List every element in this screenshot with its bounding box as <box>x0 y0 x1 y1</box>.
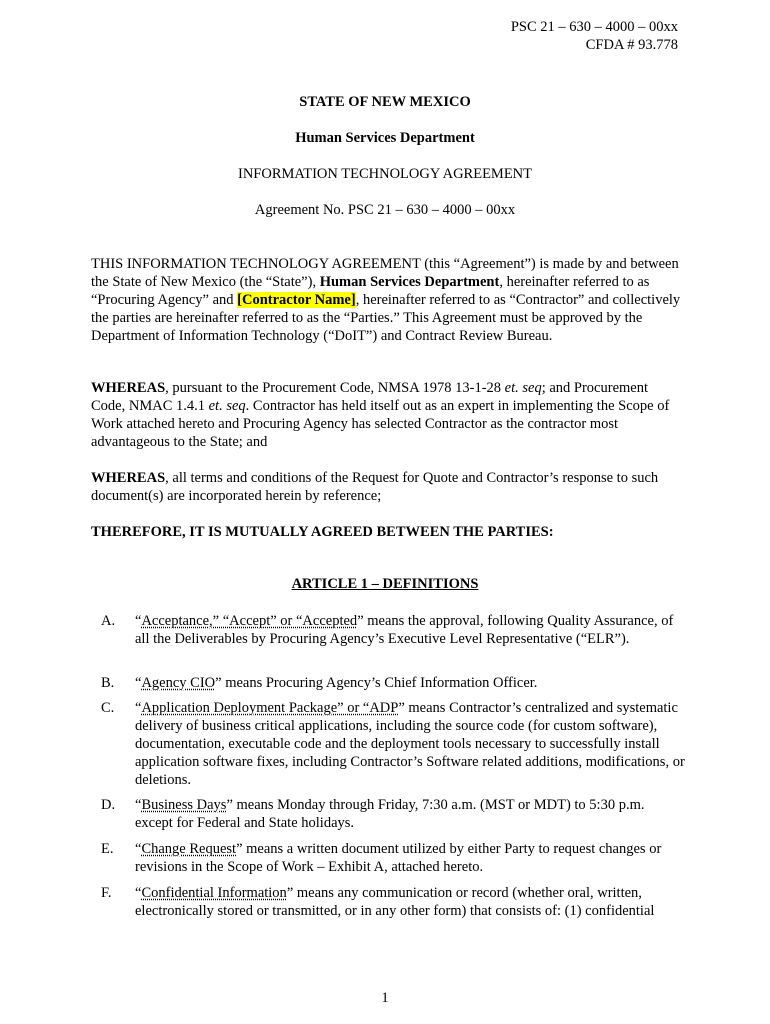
definition-text: ” means Procuring Agency’s Chief Information Officer. <box>215 675 538 691</box>
intro-text-a: THIS INFORMATION TECHNOLOGY AGREEMENT (this “Agreement”) is made by and between the State of New Mexico (the “State”), <box>91 256 679 290</box>
whereas-paragraph-2 <box>91 469 681 505</box>
definition-text: ” means Monday through Friday, 7:30 a.m. (MST or MDT) to 5:30 p.m. except for Federal and State holidays. <box>135 797 645 831</box>
whereas-1-lead: WHEREAS <box>91 380 166 396</box>
department-title: Human Services Department <box>295 130 475 146</box>
agreement-type-title: INFORMATION TECHNOLOGY AGREEMENT <box>237 166 533 182</box>
definition-letter: A. <box>101 613 116 629</box>
document-page: PSC 21 – 630 – 4000 – 00xx CFDA # 93.778 STATE OF NEW MEXICO Human Services Department INFORMATION TECHNOLOGY AGREEMENT Agreement No. PSC 21 – 630 – 4000 – 00xx THIS INFORMATION TECHNOLOGY AGREEMENT (this “Agreement”) is made by and between the State of New Mexico (the “State”), Human Services Department, hereinafter referred to as “Procuring Agency” and [Contractor Name], hereinafter referred to as “Contractor” and collectively the parties are hereinafter referred to as the “Parties.” This Agreement must be approved by the Department of Information Technology (“DoIT”) and Contract Review Bureau. WHEREAS, pursuant to the Procurement Code, NMSA 1978 13-1-28 et. seq; and Procurement Code, NMAC 1.4.1 et. seq. Contractor has held itself out as an expert in implementing the Scope of Work attached hereto and Procuring Agency has selected Contractor as the contractor most advantageous to the State; and WHEREAS, all terms and conditions of the Request for Quote and Contractor’s response to such document(s) are incorporated herein by reference; THEREFORE, IT IS MUTUALLY AGREED BETWEEN THE PARTIES: ARTICLE 1 – DEFINITIONS A. “Acceptance,” “Accept” or “Accepted” means the approval, following Quality Assurance, of all the Deliverables by Procuring Agency’s Executive Level Representative (“ELR”). B. “Agency CIO” means Procuring Agency’s Chief Information Officer. C. “Application Deployment Package” or “ADP” means Contractor’s centralized and systematic delivery of business critical applications, including the source code (for custom software), documentation, executable code and the deployment tools necessary to successfully install application software fixes, including Contractor’s Software related additions, modifications, or deletions. D. “Business Days” means Monday through Friday, 7:30 a.m. (MST or MDT) to 5:30 p.m. except for Federal and State holidays. E. “Change Request” means a written document utilized by either Party to request changes or revisions in the Scope of Work – Exhibit A, attached hereto. F. “Confidential Information” means any communication or record (whether oral, written, electronically stored or transmitted, or in any other form) that consists of: (1) confidential 1 <box>0 0 770 1024</box>
whereas-1-text-b: ; and Procurement Code, NMAC 1.4.1 <box>91 380 649 414</box>
definition-letter: C. <box>101 700 115 716</box>
definition-text: ” means Contractor’s centralized and systematic delivery of business critical applications, including the source code (for custom software), documentation, executable code and the deployment tools necessary to successfully install application software fixes, including Contractor’s Software related additions, modifications, or deletions. <box>135 700 685 788</box>
whereas-1-et-seq-1: et. seq <box>504 380 542 396</box>
definition-term[interactable]: Confidential Information <box>141 885 287 901</box>
state-title: STATE OF NEW MEXICO <box>299 94 471 110</box>
definition-term[interactable]: Application Deployment Package” or “ADP <box>141 700 399 716</box>
definition-text: ” means any communication or record (whether oral, written, electronically stored or transmitted, or in any other form) that consists of: (1) confidential <box>135 885 655 919</box>
intro-paragraph <box>91 255 681 345</box>
definition-term[interactable]: Change Request <box>141 841 237 857</box>
whereas-1-et-seq-2: et. seq <box>208 398 246 414</box>
definition-text: ” means the approval, following Quality Assurance, of all the Deliverables by Procuring Agency’s Executive Level Representative (“ELR”). <box>135 613 674 647</box>
page-number: 1 <box>381 990 389 1006</box>
intro-text-b: , hereinafter referred to as “Procuring Agency” and <box>91 274 650 308</box>
intro-department-name: Human Services Department <box>319 274 500 290</box>
therefore-clause: THEREFORE, IT IS MUTUALLY AGREED BETWEEN THE PARTIES: <box>91 524 554 540</box>
definition-term[interactable]: Agency CIO <box>141 675 216 691</box>
document-header <box>511 18 678 54</box>
whereas-2-text: , all terms and conditions of the Request for Quote and Contractor’s response to such document(s) are incorporated herein by reference; <box>91 470 659 504</box>
header-contract-number: PSC 21 – 630 – 4000 – 00xx <box>510 19 678 35</box>
definition-letter: D. <box>101 797 116 813</box>
definition-term[interactable]: Business Days <box>141 797 227 813</box>
definition-letter: B. <box>101 675 115 691</box>
whereas-1-text-c: . Contractor has held itself out as an expert in implementing the Scope of Work attached hereto and Procuring Agency has selected Contractor as the contractor most advantageous to the State; and <box>91 398 670 450</box>
intro-text-c: , hereinafter referred to as “Contractor” and collectively the parties are hereinafter referred to as the “Parties.” This Agreement must be approved by the Department of Information Technology (“DoIT”) and Contract Review Bureau. <box>91 292 681 344</box>
whereas-paragraph-1 <box>91 379 681 451</box>
contractor-name-placeholder[interactable]: [Contractor Name] <box>237 292 356 308</box>
definition-term[interactable]: Acceptance,” “Accept” or “Accepted <box>141 613 358 629</box>
header-cfda-number: CFDA # 93.778 <box>585 37 678 53</box>
agreement-number: Agreement No. PSC 21 – 630 – 4000 – 00xx <box>254 202 516 218</box>
whereas-2-lead: WHEREAS <box>91 470 166 486</box>
whereas-1-text-a: , pursuant to the Procurement Code, NMSA 1978 13-1-28 <box>165 380 505 396</box>
definition-letter: E. <box>101 841 114 857</box>
article-1-heading-text: ARTICLE 1 – DEFINITIONS <box>291 576 479 592</box>
definition-letter: F. <box>101 885 112 901</box>
definition-text: ” means a written document utilized by either Party to request changes or revisions in the Scope of Work – Exhibit A, attached hereto. <box>135 841 662 875</box>
article-1-heading <box>0 576 770 593</box>
